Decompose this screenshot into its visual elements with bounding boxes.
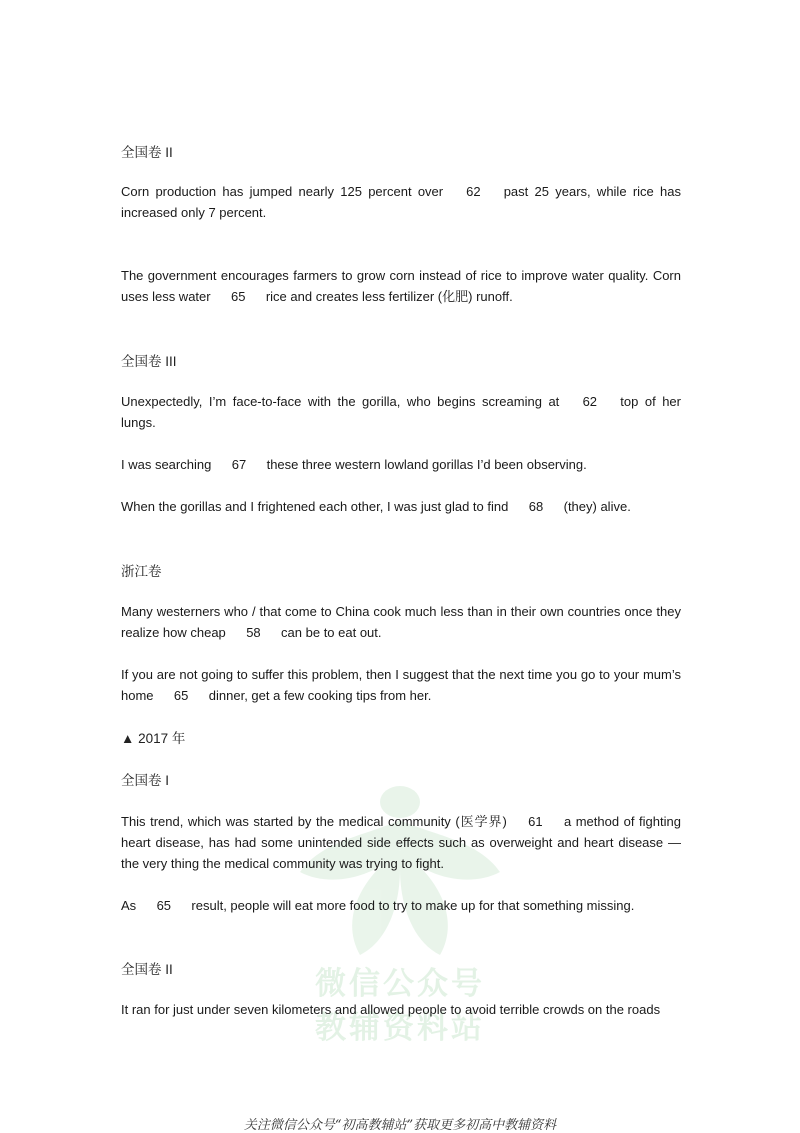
paragraph <box>121 496 681 517</box>
sentence-text: result, people will eat more food to try to make up for that something missing. <box>191 898 635 913</box>
section-heading: 全国卷 II <box>121 962 173 977</box>
sentence-text: past 25 years, while rice has increased only 7 percent. <box>121 184 681 220</box>
sentence-text: (they) alive. <box>563 499 631 514</box>
watermark-line-2: 教辅资料站 <box>315 1010 485 1046</box>
sentence-text: As <box>121 898 137 913</box>
sentence-text: a method of fighting heart disease, has had some unintended side effects such as overweight and heart disease — the very thing the medical community was trying to fight. <box>121 814 681 871</box>
sentence-text: When the gorillas and I frightened each other, I was just glad to find <box>121 499 509 514</box>
paragraph <box>121 664 681 706</box>
section-heading: 浙江卷 <box>121 564 162 579</box>
paragraph <box>121 454 681 475</box>
paragraph <box>121 181 681 223</box>
sentence-text: dinner, get a few cooking tips from her. <box>208 688 432 703</box>
blank-number: 68 <box>528 499 544 514</box>
sentence-text: The government encourages farmers to grow corn instead of rice to improve water quality. Corn uses less water <box>121 268 681 304</box>
sentence-text: This trend, which was started by the medical community (医学界) <box>121 814 507 829</box>
section-heading: 全国卷 II <box>121 145 173 160</box>
blank-number: 65 <box>156 898 172 913</box>
blank-number: 58 <box>246 625 261 640</box>
sentence-text: It ran for just under seven kilometers and allowed people to avoid terrible crowds on the roads <box>121 1002 661 1017</box>
section-heading: 全国卷 I <box>121 773 170 788</box>
sentence-text: Corn production has jumped nearly 125 percent over <box>121 184 444 199</box>
sentence-text: If you are not going to suffer this problem, then I suggest that the next time you go to your mum’s home <box>121 667 681 703</box>
sentence-text: these three western lowland gorillas I’d been observing. <box>266 457 587 472</box>
paragraph <box>121 811 681 874</box>
sentence-text: Many westerners who / that come to China cook much less than in their own countries once they realize how cheap <box>121 604 681 640</box>
paragraph <box>121 391 681 433</box>
triangle-icon: ▲ <box>121 731 135 746</box>
sentence-text: top of her lungs. <box>121 394 681 430</box>
sentence-text: rice and creates less fertilizer (化肥) runoff. <box>265 289 513 304</box>
paragraph <box>121 265 681 307</box>
page-footer: 关注微信公众号“初高教辅站”获取更多初高中教辅资料 <box>243 1118 557 1133</box>
sentence-text: can be to eat out. <box>281 625 382 640</box>
year-label: 2017 年 <box>138 731 186 746</box>
paragraph <box>121 999 681 1020</box>
paragraph <box>121 601 681 643</box>
blank-number: 65 <box>173 688 189 703</box>
year-marker <box>121 727 185 747</box>
blank-number: 61 <box>528 814 543 829</box>
sentence-text: Unexpectedly, I’m face-to-face with the gorilla, who begins screaming at <box>121 394 560 409</box>
sentence-text: I was searching <box>121 457 212 472</box>
blank-number: 62 <box>582 394 598 409</box>
section-heading: 全国卷 III <box>121 354 177 369</box>
blank-number: 65 <box>230 289 246 304</box>
blank-number: 62 <box>466 184 481 199</box>
watermark-line-1: 微信公众号 <box>315 966 485 1002</box>
blank-number: 67 <box>231 457 247 472</box>
paragraph <box>121 895 681 916</box>
